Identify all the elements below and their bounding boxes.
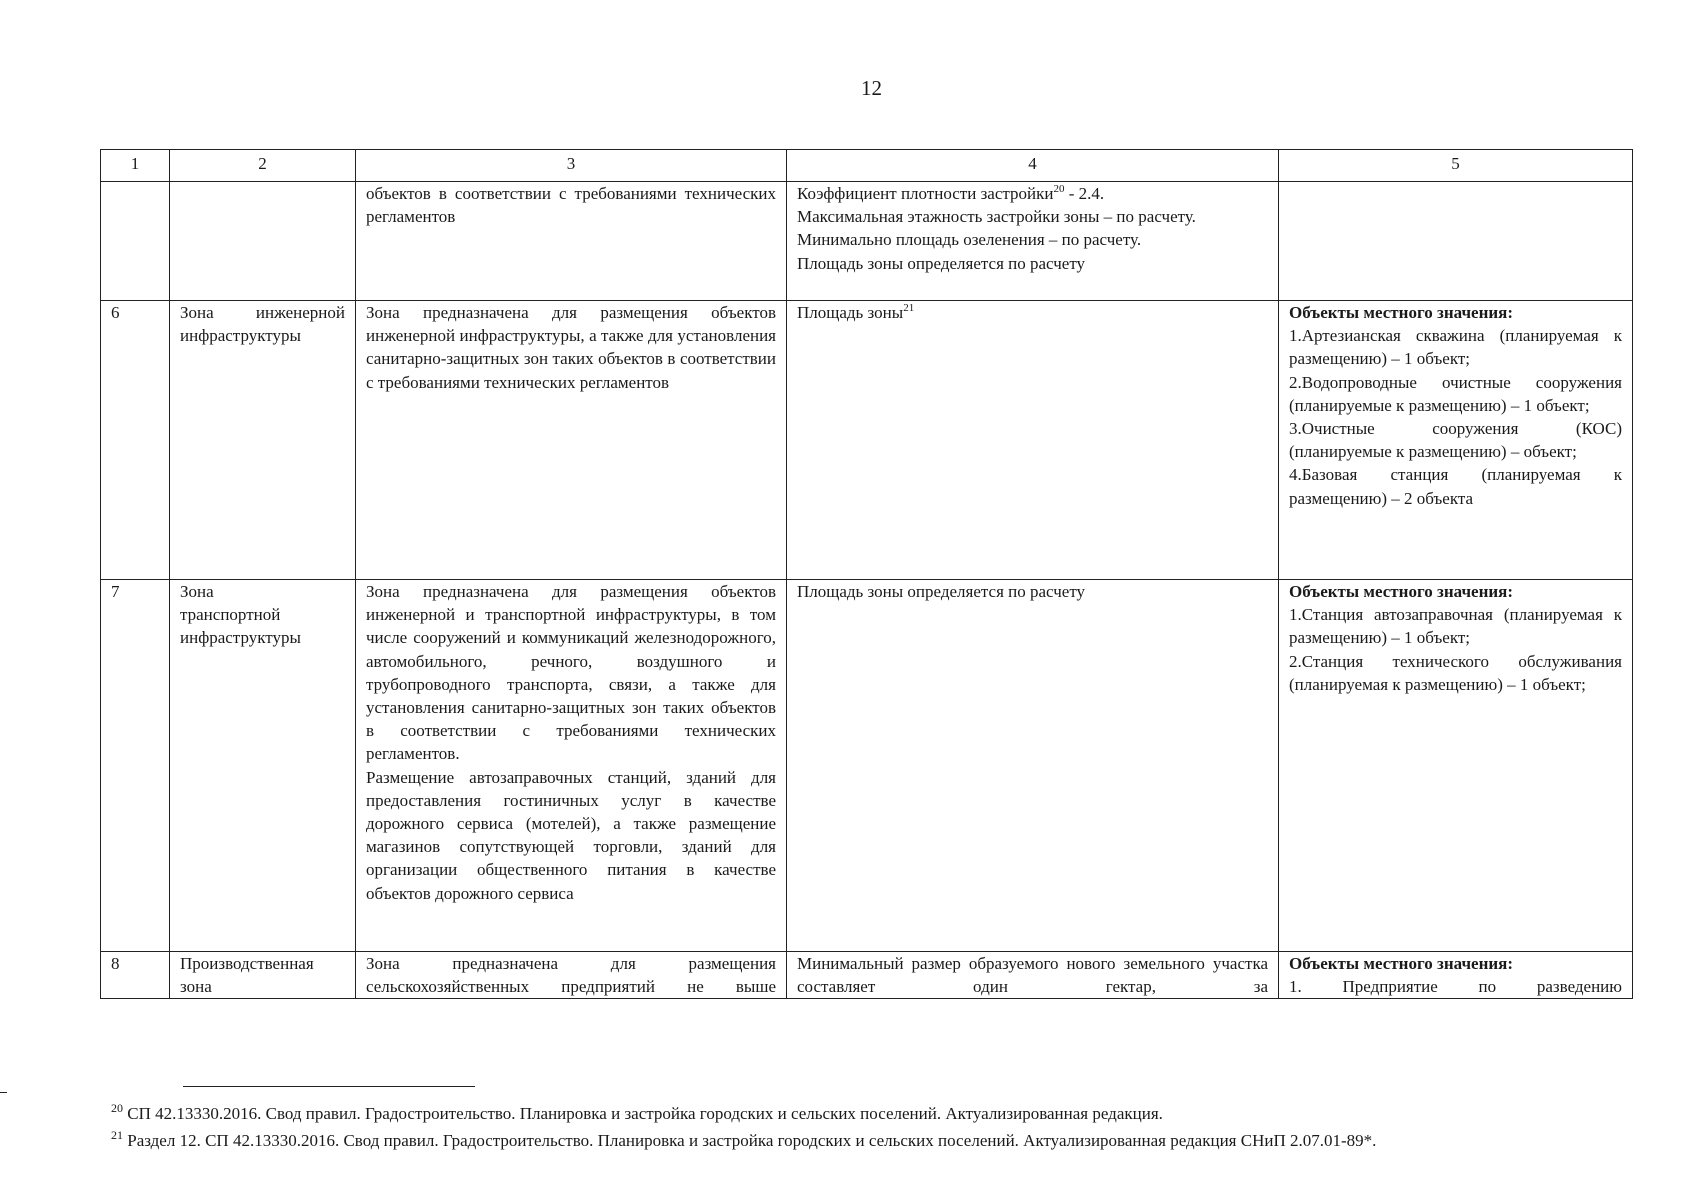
page-number: 12 xyxy=(861,76,882,100)
row-number xyxy=(101,182,170,301)
zone-parameters xyxy=(787,301,1279,580)
zone-parameters xyxy=(787,580,1279,952)
footnote xyxy=(111,1128,1377,1151)
footnote-text: Раздел 12. СП 42.13330.2016. Свод правил. Градостроительство. Планировка и застройка городских и сельских поселений. Актуализированная редакция СНиП 2.07.01-89*. xyxy=(127,1131,1377,1150)
table-row xyxy=(101,301,1633,580)
local-objects xyxy=(1279,580,1633,952)
object-item: 2.Водопроводные очистные сооружения (планируемые к размещению) – 1 объект; xyxy=(1289,372,1622,415)
object-item: 1.Артезианская скважина (планируемая к размещению) – 1 объект; xyxy=(1289,326,1622,369)
header-col-3: 3 xyxy=(356,150,787,182)
objects-title: Объекты местного значения: xyxy=(1289,954,1514,973)
zone-name xyxy=(170,182,356,301)
zone-parameters xyxy=(787,182,1279,301)
parameter-line: Площадь зоны определяется по расчету xyxy=(797,582,1086,601)
footnote-separator xyxy=(183,1086,475,1087)
object-item: 1. Предприятие по разведению xyxy=(1289,977,1622,997)
local-objects xyxy=(1279,952,1633,999)
zone-name: Производственная зона xyxy=(170,952,356,999)
table-row xyxy=(101,580,1633,952)
header-col-2: 2 xyxy=(170,150,356,182)
objects-title: Объекты местного значения: xyxy=(1289,582,1514,601)
footnote-number: 20 xyxy=(111,1101,123,1115)
footnote xyxy=(111,1101,1163,1124)
footnote-number: 21 xyxy=(111,1128,123,1142)
table-row xyxy=(101,182,1633,301)
description-paragraph: Размещение автозаправочных станций, зданий для предоставления гостиничных услуг в качестве дорожного сервиса (мотелей), а также размещение магазинов сопутствующей торговли, зданий для организации общественного питания в качестве объектов дорожного сервиса xyxy=(366,767,776,903)
parameter-line: Площадь зоны$^{21}$ xyxy=(797,302,915,322)
parameter-line: Минимальный размер образуемого нового земельного участка составляет один гектар, за xyxy=(797,954,1268,997)
header-col-5: 5 xyxy=(1279,150,1633,182)
table-row xyxy=(101,952,1633,999)
object-item: 4.Базовая станция (планируемая к размещению) – 2 объекта xyxy=(1289,465,1622,508)
object-item: 2.Станция технического обслуживания (планируемая к размещению) – 1 объект; xyxy=(1289,651,1622,694)
object-item: 1.Станция автозаправочная (планируемая к размещению) – 1 объект; xyxy=(1289,605,1622,648)
zone-description xyxy=(356,952,787,999)
local-objects xyxy=(1279,301,1633,580)
zone-name: Зона транспортной инфраструктуры xyxy=(170,580,356,952)
zone-parameters xyxy=(787,952,1279,999)
table-header-row xyxy=(101,150,1633,182)
objects-title: Объекты местного значения: xyxy=(1289,303,1514,322)
zone-name: Зона инженерной инфраструктуры xyxy=(170,301,356,580)
description-paragraph: Зона предназначена для размещения объектов инженерной и транспортной инфраструктуры, в том числе сооружений и коммуникаций железнодорожного, автомобильного, речного, воздушного и трубопроводного транспорта, связи, а также для установления санитарно-защитных зон таких объектов в соответствии с требованиями технических регламентов. xyxy=(366,582,776,764)
parameter-line: Минимально площадь озеленения – по расчету. xyxy=(797,230,1142,250)
zones-table xyxy=(100,149,1633,999)
zone-description xyxy=(356,301,787,580)
row-number: 7 xyxy=(101,580,170,952)
object-item: 3.Очистные сооружения (КОС) (планируемые к размещению) – объект; xyxy=(1289,419,1622,462)
row-number: 8 xyxy=(101,952,170,999)
row-number: 6 xyxy=(101,301,170,580)
description-paragraph: Зона предназначена для размещения сельскохозяйственных предприятий не выше xyxy=(366,954,776,997)
footnote-ref: 21 xyxy=(903,302,915,314)
margin-mark xyxy=(0,1092,7,1093)
header-col-4: 4 xyxy=(787,150,1279,182)
header-col-1: 1 xyxy=(101,150,170,182)
description-paragraph: объектов в соответствии с требованиями технических регламентов xyxy=(366,184,776,227)
parameter-line: Площадь зоны определяется по расчету xyxy=(797,253,1086,273)
zone-description xyxy=(356,182,787,301)
zone-description xyxy=(356,580,787,952)
local-objects xyxy=(1279,182,1633,301)
description-paragraph: Зона предназначена для размещения объектов инженерной инфраструктуры, а также для установления санитарно-защитных зон таких объектов в соответствии с требованиями технических регламентов xyxy=(366,303,776,392)
footnote-ref: 20 xyxy=(1053,183,1065,195)
parameter-line: Максимальная этажность застройки зоны – по расчету. xyxy=(797,207,1196,227)
footnote-text: СП 42.13330.2016. Свод правил. Градостроительство. Планировка и застройка городских и сельских поселений. Актуализированная редакция. xyxy=(127,1104,1163,1123)
parameter-line: Коэффициент плотности застройки$^{20}$ - 2.4. xyxy=(797,183,1105,203)
